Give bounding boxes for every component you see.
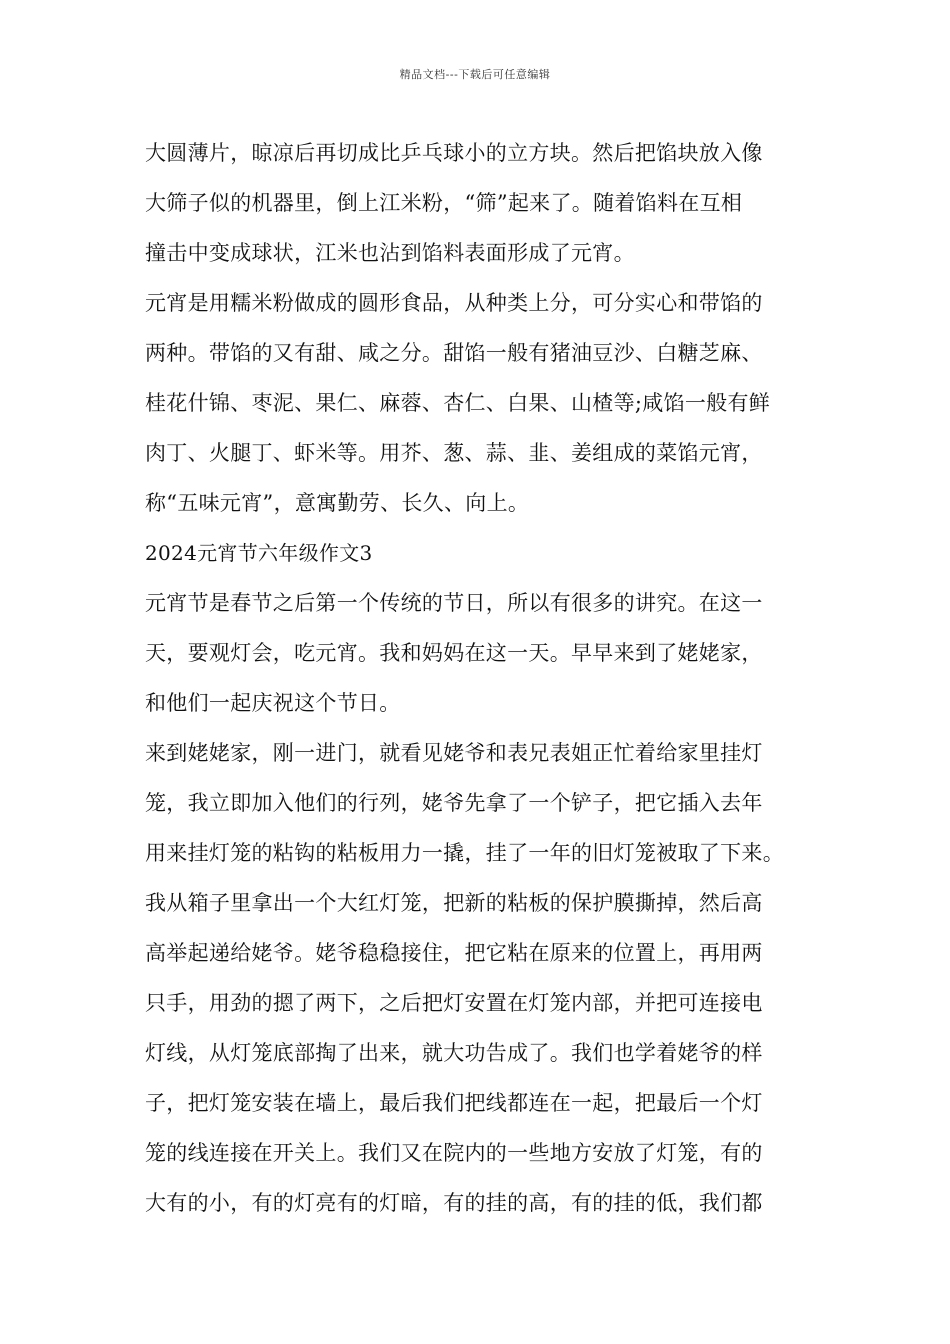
text-line: 我从箱子里拿出一个大红灯笼，把新的粘板的保护膜撕掉，然后高	[145, 891, 763, 915]
text-line: 用来挂灯笼的粘钩的粘板用力一撬，挂了一年的旧灯笼被取了下来。	[145, 841, 784, 865]
text-line: 天，要观灯会，吃元宵。我和妈妈在这一天。早早来到了姥姥家，	[145, 641, 763, 665]
text-line: 两种。带馅的又有甜、咸之分。甜馅一般有猪油豆沙、白糖芝麻、	[145, 341, 763, 365]
document-body	[145, 128, 815, 1228]
text-line: 肉丁、火腿丁、虾米等。用芥、葱、蒜、韭、姜组成的菜馅元宵，	[145, 441, 763, 465]
text-line: 子，把灯笼安装在墙上，最后我们把线都连在一起，把最后一个灯	[145, 1091, 763, 1115]
text-line: 来到姥姥家，刚一进门，就看见姥爷和表兄表姐正忙着给家里挂灯	[145, 741, 763, 765]
text-line: 桂花什锦、枣泥、果仁、麻蓉、杏仁、白果、山楂等;咸馅一般有鲜	[145, 391, 771, 415]
text-line: 撞击中变成球状，江米也沾到馅料表面形成了元宵。	[145, 241, 635, 265]
text-line: 大筛子似的机器里，倒上江米粉，“筛”起来了。随着馅料在互相	[145, 191, 743, 215]
text-line: 大圆薄片，晾凉后再切成比乒乓球小的立方块。然后把馅块放入像	[145, 141, 763, 165]
text-line: 只手，用劲的摁了两下，之后把灯安置在灯笼内部，并把可连接电	[145, 991, 763, 1015]
text-line: 高举起递给姥爷。姥爷稳稳接住，把它粘在原来的位置上，再用两	[145, 941, 763, 965]
text-line: 元宵节是春节之后第一个传统的节日，所以有很多的讲究。在这一	[145, 591, 763, 615]
section-heading: 2024元宵节六年级作文3	[145, 541, 373, 565]
text-line: 大有的小，有的灯亮有的灯暗，有的挂的高，有的挂的低，我们都	[145, 1191, 763, 1215]
text-line: 笼的线连接在开关上。我们又在院内的一些地方安放了灯笼，有的	[145, 1141, 763, 1165]
text-line: 灯线，从灯笼底部掏了出来，就大功告成了。我们也学着姥爷的样	[145, 1041, 763, 1065]
text-line: 和他们一起庆祝这个节日。	[145, 691, 401, 715]
page-header: 精品文档---下载后可任意编辑	[399, 68, 551, 81]
text-line: 称“五味元宵”，意寓勤劳、长久、向上。	[145, 491, 530, 515]
text-line: 元宵是用糯米粉做成的圆形食品，从种类上分，可分实心和带馅的	[145, 291, 763, 315]
text-line: 笼，我立即加入他们的行列，姥爷先拿了一个铲子，把它插入去年	[145, 791, 763, 815]
